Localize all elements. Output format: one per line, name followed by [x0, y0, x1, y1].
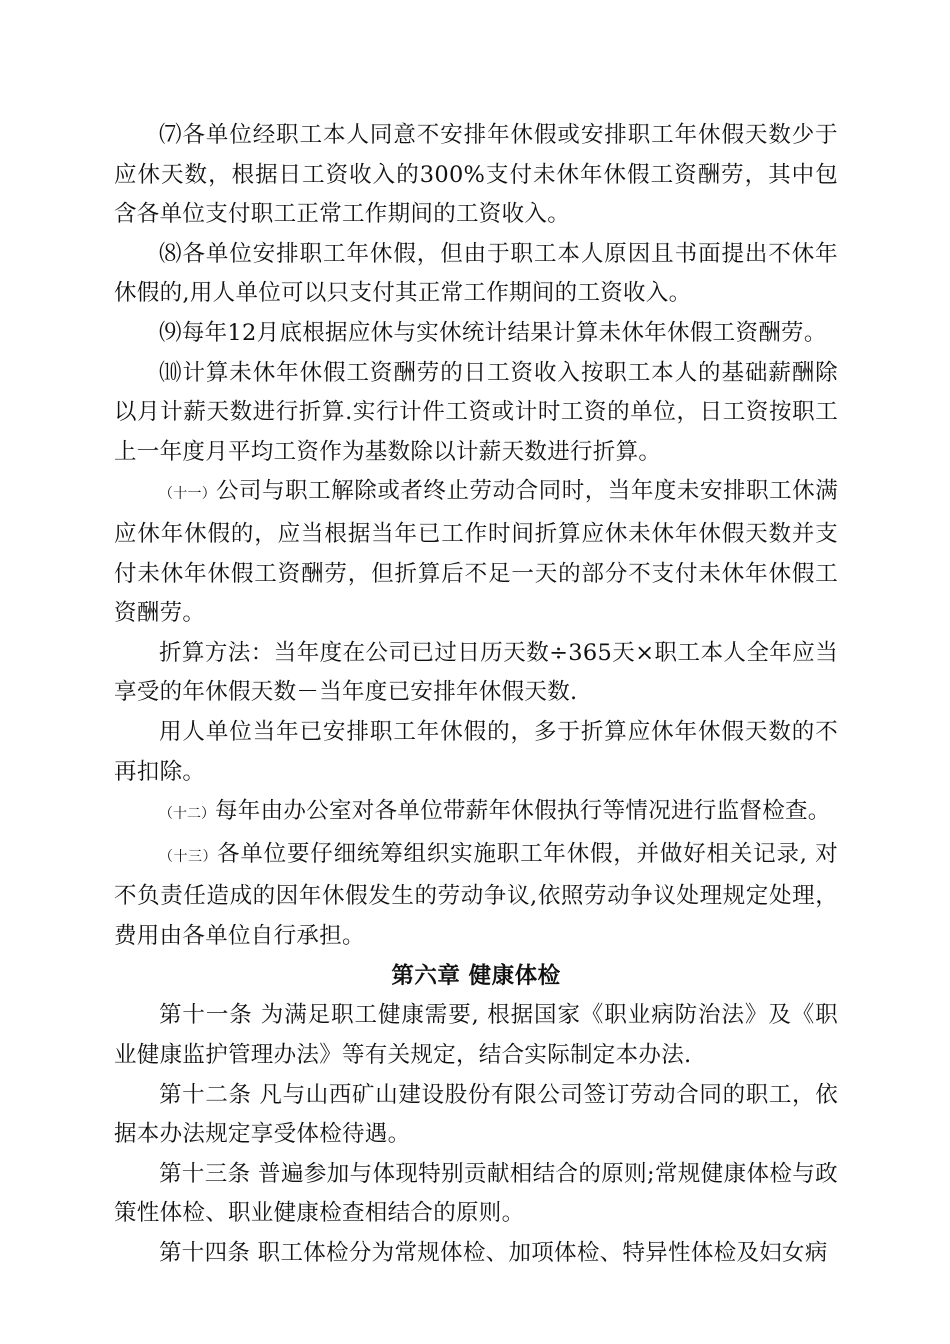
- paragraph-text: 公司与职工解除或者终止劳动合同时，当年度未安排职工休满应休年休假的，应当根据当年已工作时间折算应休未休年休假天数并支付未休年休假工资酬劳，但折算后不足一天的部分不支付未休年休假工资酬劳。: [114, 478, 839, 627]
- paragraph-item-7: [114, 116, 838, 235]
- list-marker: （十一）: [159, 486, 216, 503]
- paragraph-item-9: [114, 314, 838, 354]
- paragraph-calculation-method: [114, 634, 838, 713]
- document-body: [114, 116, 838, 1274]
- list-marker: （十二）: [159, 806, 215, 823]
- article-11: [114, 996, 838, 1075]
- paragraph-item-10: [114, 354, 838, 473]
- article-14: [114, 1234, 838, 1274]
- list-marker: （十三）: [159, 848, 218, 865]
- paragraph-text: 每年由办公室对各单位带薪年休假执行等情况进行监督检查。: [215, 798, 831, 825]
- article-13: [114, 1155, 838, 1234]
- article-12: [114, 1076, 838, 1155]
- chapter-heading: 第六章 健康体检: [391, 963, 561, 990]
- list-marker: ⑻: [159, 240, 183, 267]
- paragraph-text: 各单位安排职工年休假，但由于职工本人原因且书面提出不休年休假的,用人单位可以只支付其正常工作期间的工资收入。: [114, 240, 838, 307]
- paragraph-item-12: [114, 792, 838, 835]
- paragraph-text: 第十一条 为满足职工健康需要, 根据国家《职业病防治法》及《职业健康监护管理办法》等有关规定，结合实际制定本办法.: [114, 1002, 838, 1069]
- paragraph-text: 第十四条 职工体检分为常规体检、加项体检、特异性体检及妇女病: [159, 1240, 828, 1267]
- paragraph-text: 各单位要仔细统筹组织实施职工年休假，并做好相关记录, 对不负责任造成的因年休假发生的劳动争议,依照劳动争议处理规定处理，费用由各单位自行承担。: [114, 840, 838, 949]
- list-marker: ⑼: [159, 319, 182, 346]
- paragraph-text: 第十三条 普遍参加与体现特别贡献相结合的原则;常规健康体检与政策性体检、职业健康检查相结合的原则。: [114, 1160, 838, 1227]
- paragraph-item-8: [114, 235, 838, 314]
- list-marker: ⑺: [159, 122, 183, 148]
- paragraph-text: 用人单位当年已安排职工年休假的，多于折算应休年休假天数的不再扣除。: [114, 718, 838, 785]
- paragraph-item-11: [114, 472, 838, 633]
- paragraph-text: 第十二条 凡与山西矿山建设股份有限公司签订劳动合同的职工，依据本办法规定享受体检待遇。: [114, 1081, 838, 1148]
- paragraph-text: 计算未休年休假工资酬劳的日工资收入按职工本人的基础薪酬除以月计薪天数进行折算.实行计件工资或计时工资的单位，日工资按职工上一年度月平均工资作为基数除以计薪天数进行折算。: [114, 359, 838, 465]
- paragraph-text: 各单位经职工本人同意不安排年休假或安排职工年休假天数少于应休天数，根据日工资收入的300%支付未休年休假工资酬劳，其中包含各单位支付职工正常工作期间的工资收入。: [114, 122, 838, 228]
- paragraph-text: 每年12月底根据应休与实休统计结果计算未休年休假工资酬劳。: [181, 319, 827, 346]
- list-marker: ⑽: [159, 359, 183, 386]
- paragraph-item-13: [114, 835, 838, 957]
- paragraph-text: 折算方法：当年度在公司已过日历天数÷365天×职工本人全年应当享受的年休假天数－当年度已安排年休假天数.: [114, 639, 838, 706]
- paragraph-no-deduction: [114, 713, 838, 792]
